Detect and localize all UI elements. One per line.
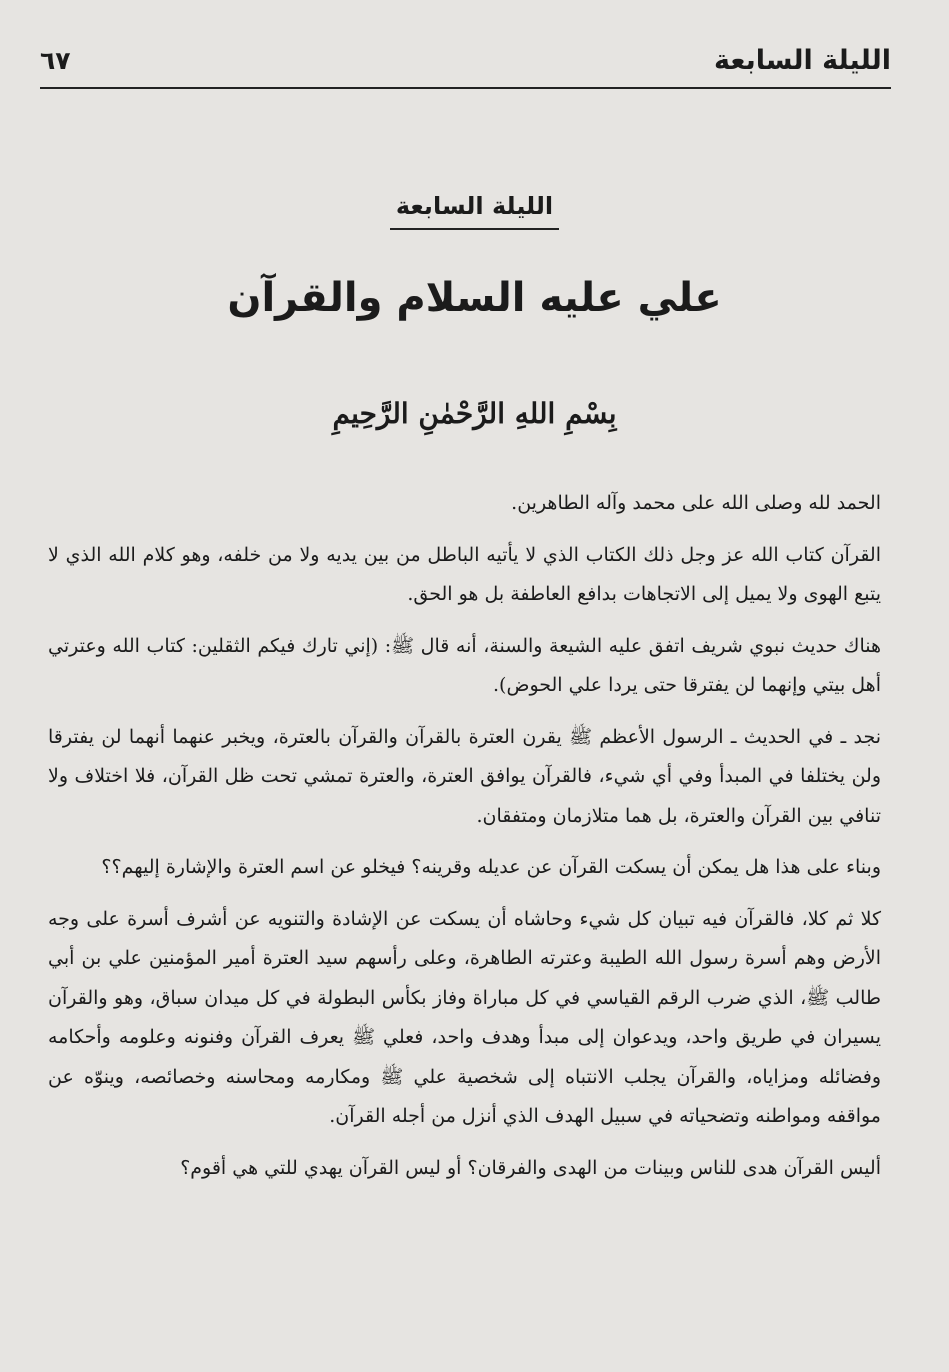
- chapter-title: علي عليه السلام والقرآن: [227, 275, 722, 321]
- running-title: الليلة السابعة: [714, 45, 891, 76]
- paragraph-5: وبناء على هذا هل يمكن أن يسكت القرآن عن عديله وقرينه؟ فيخلو عن اسم العترة والإشارة إليهم؟؟: [101, 856, 881, 878]
- basmala: بِسْمِ اللهِ الرَّحْمٰنِ الرَّحِيمِ: [332, 397, 617, 430]
- running-header: [40, 30, 891, 90]
- page-number: ٦٧: [40, 46, 71, 75]
- paragraph-2: القرآن كتاب الله عز وجل ذلك الكتاب الذي لا يأتيه الباطل من بين يديه ولا من خلفه، وهو كلام الله الذي لا يتبع الهوى ولا يميل إلى الاتجاهات بدافع العاطفة بل هو الحق.: [48, 543, 881, 605]
- chapter-label-text: الليلة السابعة: [390, 188, 559, 230]
- paragraph-4: نجد ـ في الحديث ـ الرسول الأعظم ﷺ يقرن العترة بالقرآن والقرآن بالعترة، ويخبر عنهما أنهما لن يفترقا ولن يختلفا في المبدأ وفي أي شيء، فالقرآن يوافق العترة، والعترة تمشي تحت ظل القرآن، فلا اختلاف ولا تنافي بين القرآن والعترة، بل هما متلازمان ومتفقان.: [48, 725, 881, 827]
- chapter-label: [0, 188, 949, 230]
- paragraph-7: أليس القرآن هدى للناس وبينات من الهدى والفرقان؟ أو ليس القرآن يهدي للتي هي أقوم؟: [180, 1156, 881, 1179]
- header-rule: [40, 87, 891, 89]
- body-text: [48, 484, 881, 1200]
- paragraph-6: كلا ثم كلا، فالقرآن فيه تبيان كل شيء وحاشاه أن يسكت عن الإشادة والتنويه عن أشرف أسرة على وجه الأرض وهم أسرة رسول الله الطيبة وعترته الطاهرة، وعلى رأسهم سيد العترة أمير المؤمنين علي بن أبي طالب ﷺ، الذي ضرب الرقم القياسي في كل مباراة وفاز بكأس البطولة في كل ميدان سباق، وهو والقرآن يسيران في طريق واحد، ويدعوان إلى مبدأ وهدف واحد، فعلي ﷺ يعرف القرآن وفنونه وعلومه وأحكامه وفضائله ومزاياه، والقرآن يجلب الانتباه إلى شخصية علي ﷺ ومكارمه ومحاسنه وخصائصه، وينوّه عن مواقفه ومواطنه وتضحياته في سبيل الهدف الذي أنزل من أجله القرآن.: [48, 907, 881, 1127]
- paragraph-1: الحمد لله وصلى الله على محمد وآله الطاهرين.: [511, 492, 881, 514]
- paragraph-3: هناك حديث نبوي شريف اتفق عليه الشيعة والسنة، أنه قال ﷺ: (إني تارك فيكم الثقلين: كتاب الله وعترتي أهل بيتي وإنهما لن يفترقا حتى يردا علي الحوض).: [48, 634, 881, 696]
